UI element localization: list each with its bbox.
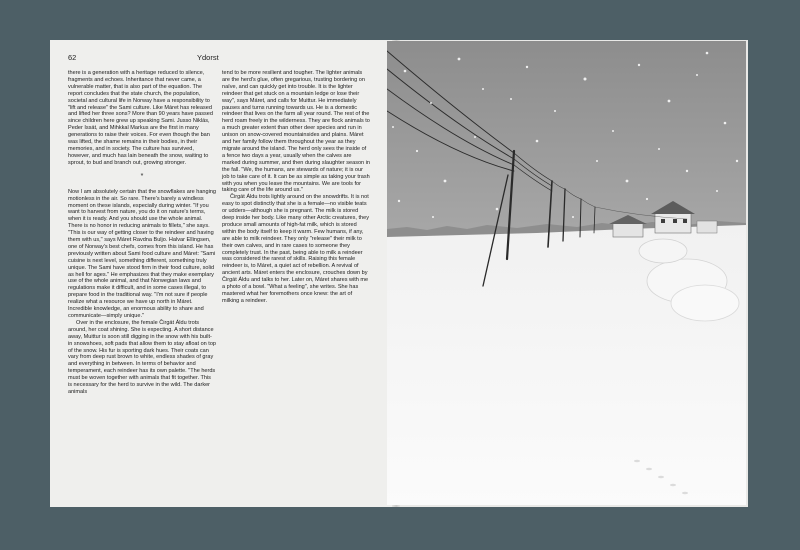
text-column-1 [68, 70, 216, 396]
section-separator: * [140, 172, 144, 180]
snow-landscape-photo [387, 41, 746, 505]
text-column-2 [222, 70, 370, 305]
paragraph: there is a generation with a heritage reduced to silence, fragments and echoes. Inheritance that never came, a vulnerable matter, that is also part of the equation. The report concludes that the state church, the population, societal and cultural life in Norway have a responsibility to "lift and release" the Sami culture. Like Máret has released and lifted her three sons? More than 90 years have passed since children here grew up speaking Sami. Jusso Niklás, Peder Issát, and Mihkkal Markus are the first in many generations to raise their voices. For even though the ban was lifted, the shame remains in their bodies, in their memories, and in society. The culture has survived, however, and much has lain beneath the snow, waiting to sprout, to bud and branch out, growing stronger. [68, 70, 213, 166]
paragraph: Čirgát Áldu trots lightly around on the snowdrifts. It is not easy to spot distinctly that she is a female—no visible teats or udders—although she is pregnant. The milk is stored deep inside her body. Like many other Arctic creatures, they produce small amounts of high-fat milk, which is stored within the body itself to keep it warm. Few humans, if any, are able to milk reindeer. They only "release" their milk to their own calves, and in rare cases to someone they completely trust. In the past, being able to milk a reindeer was considered the rarest of skills. Raising this female reindeer is, to Máret, a quiet act of rebellion. A revival of ancient arts. Máret enters the enclosure, crouches down by Čirgát Áldu and talks to her. Later on, Máret shares with me a photo of a bowl. "What a feeling", she writes. She has mastered what her foremothers once knew: the art of milking a reindeer. [222, 194, 369, 304]
left-page [50, 40, 396, 507]
paragraph: tend to be more resilient and tougher. The lighter animals are the herd's glue, often gregarious, trusting bordering on naïve, and can quickly get into trouble. It is the lighter reindeer that get stuck on a mountain ledge or lose their way", says Máret, and calls for Muittur. He immediately pauses and turns running towards us. He is a domestic reindeer that lives on the farm all year round. The rest of the herd roam freely in the wilderness. They are flock animals to a much greater extent than other deer species and run in unison on snow-covered mountainsides and plains. Máret and her family follow them throughout the year as they migrate around the island. The herd only sees the inside of a fence two days a year, usually when the calves are marked during summer, and then during slaughter season in the fall. "We, the humans, are stewards of nature; it is our job to take care of it. It can be as simple as taking your trash with you when you leave the mountains. We are tools for taking care of the life around us." [222, 70, 371, 194]
paragraph: Over in the enclosure, the female Čirgát Áldu trots around, her coat shining. She is expecting. A short distance away, Muittur is soon still digging in the snow with his built-in snowshoes, soft pads that allow them to stay afloat on top of the snow. His fur is sporting dark hues. Their coats can vary from deep rust brown to white, endless shades of gray and everything in between. In terms of behavior and temperament, each reindeer has its own palette. "The herds must be woven together with animals that fit together. This is necessary for the herd to survive in the wild. The darker animals [68, 319, 217, 395]
page-number: 62 [68, 53, 77, 62]
running-title: Ydorst [197, 53, 219, 62]
paragraph: Now I am absolutely certain that the snowflakes are hanging motionless in the air. So rare. There's barely a windless moment on these islands, especially during winter. "If you want to harvest from nature, you do it on nature's terms, when it is ready. And you should use the whole animal. There is no honor in reducing animals to fillets," she says. "This is our way of getting closer to the reindeer and having them with us," says Máret Ravdna Buljo. Halvar Ellingsen, one of Norway's best chefs, comes from this island. He has previously written about Sami food culture and Máret: "Sami cuisine is next level, something different, something truly unique. The Sami have stood firm in their food culture, solid as hell for ages." He emphasizes that they make exemplary use of the whole animal, and that Norwegian laws and regulations make it difficult, and in some cases illegal, to prepare food in the traditional way. "I'm not sure if people realize what a resource we have up north in Máret. Incredible knowledge, an enormous ability to share and communicate—simply unique." [68, 188, 217, 319]
